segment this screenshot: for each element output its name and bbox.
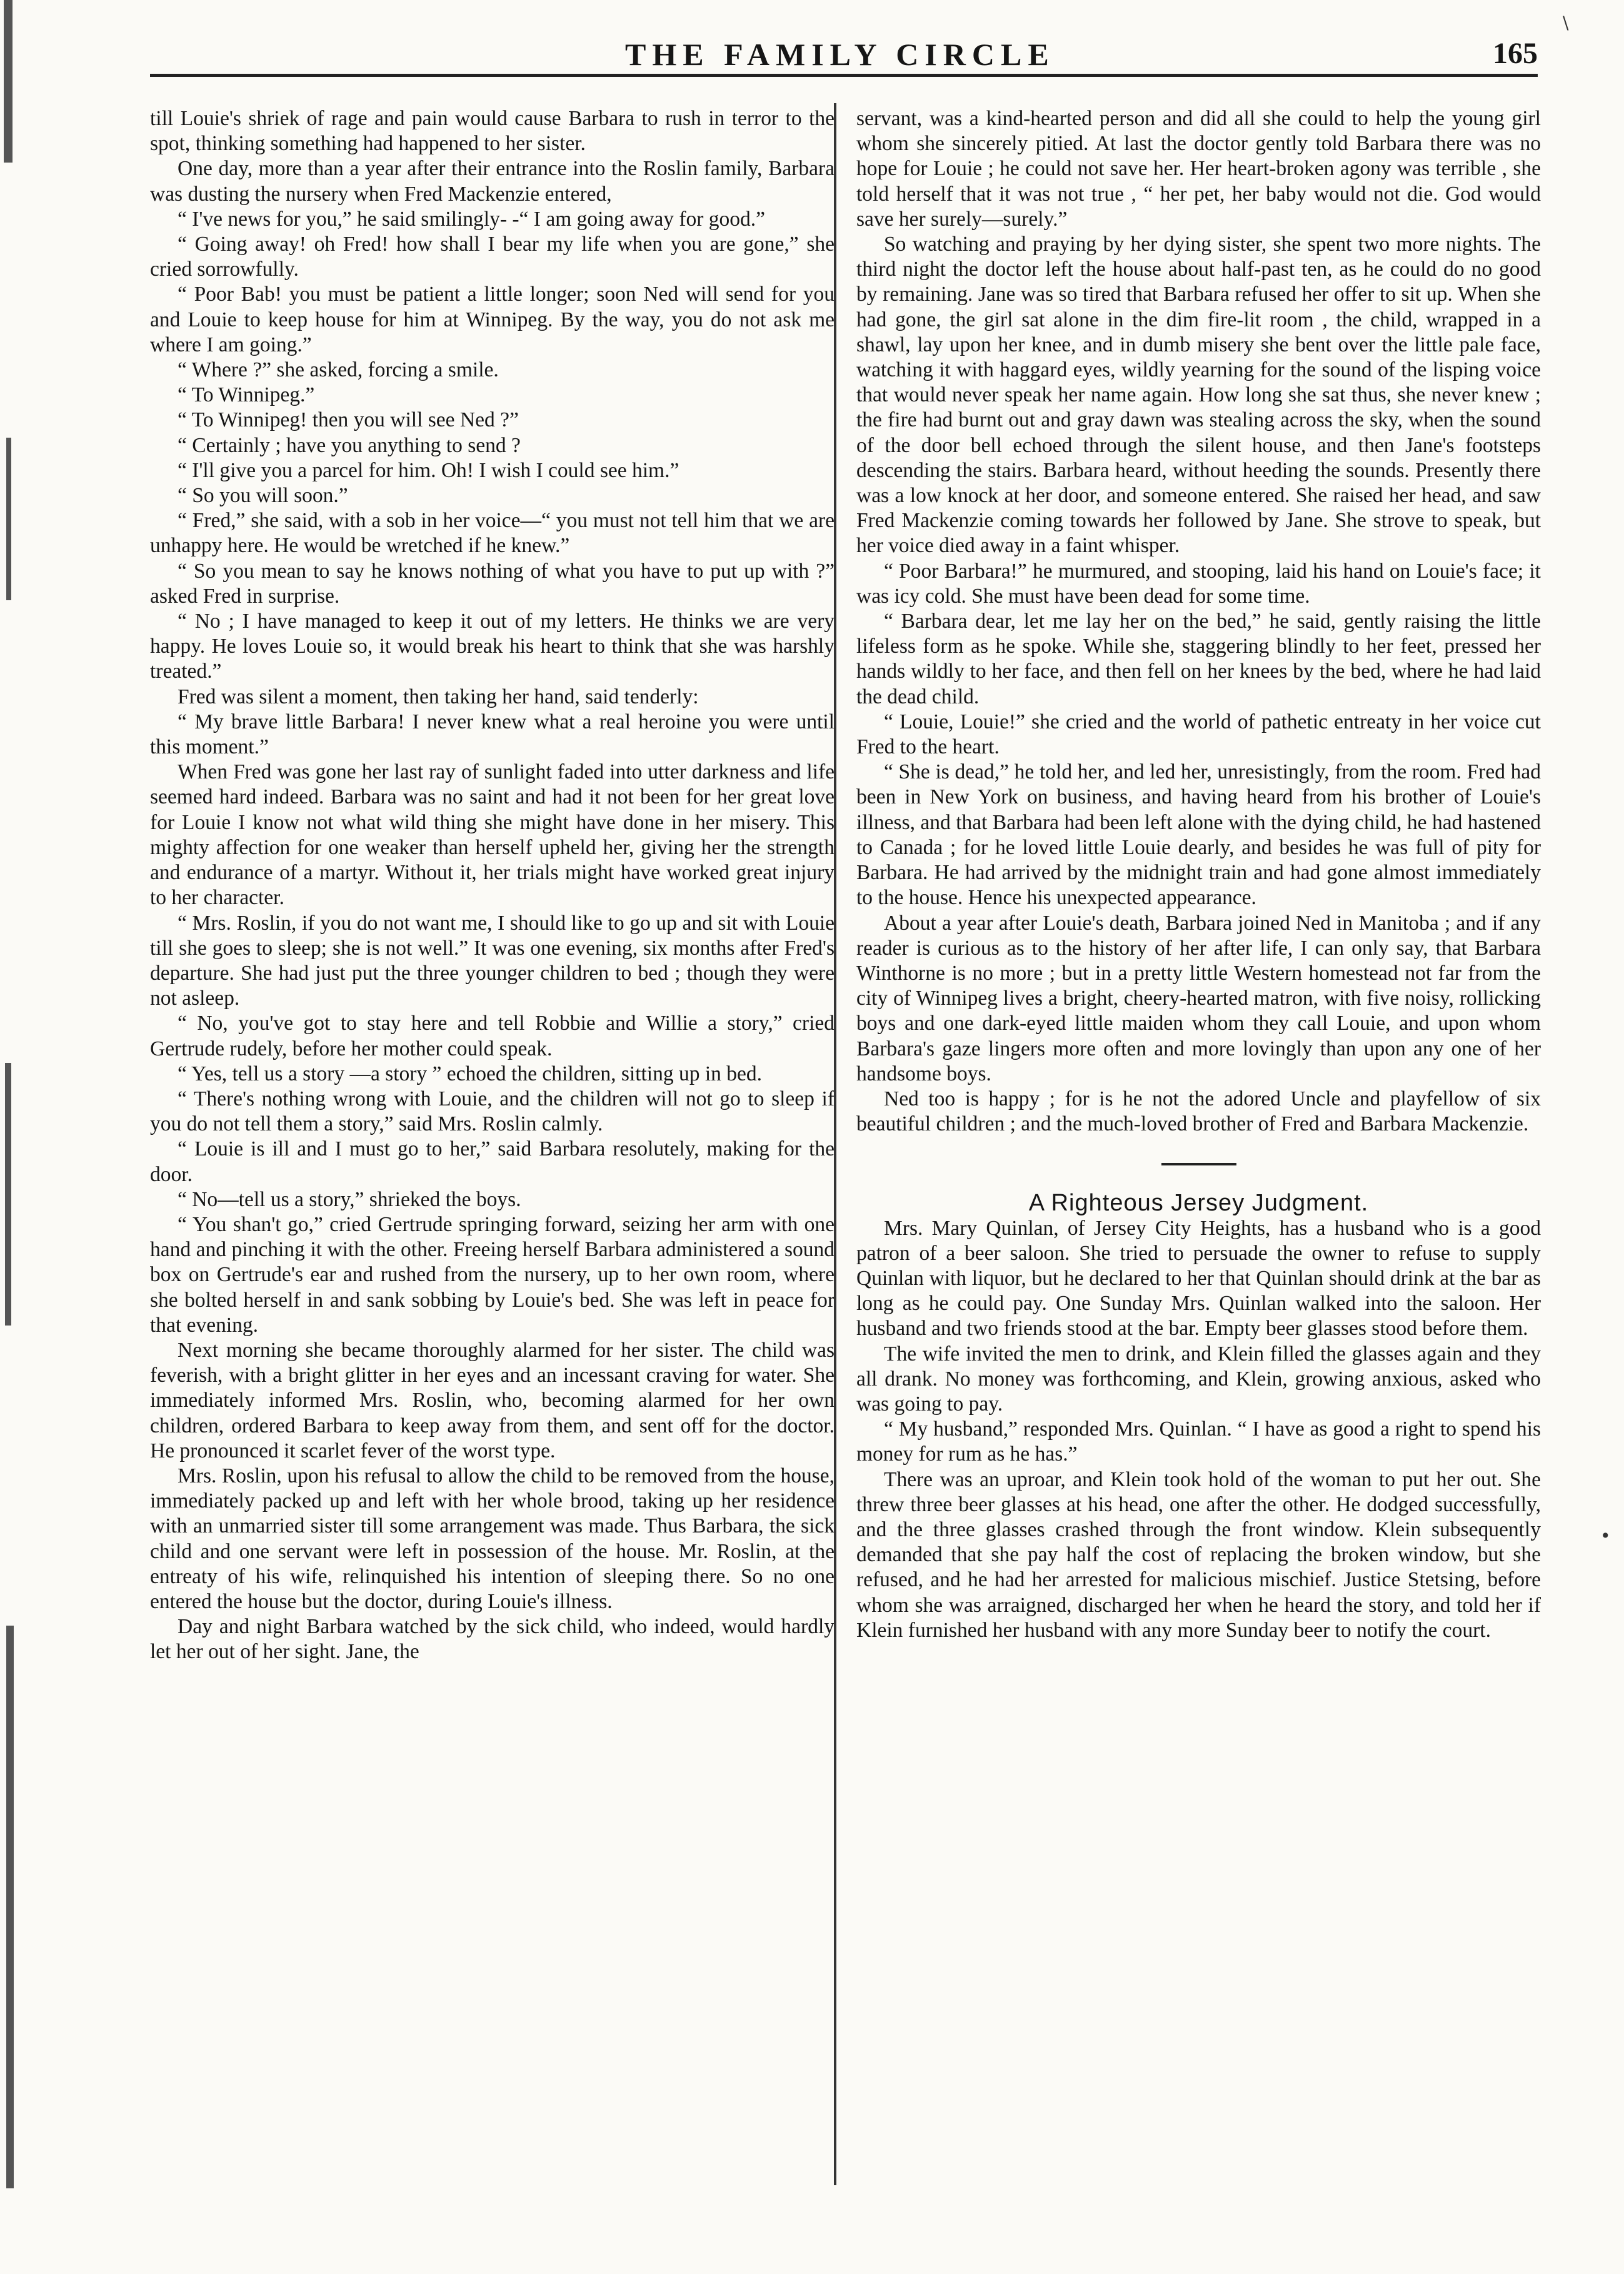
paragraph: Ned too is happy ; for is he not the adored Uncle and playfellow of six beautiful children ; and the much-loved brother of Fred and Barbara Mackenzie. xyxy=(856,1087,1541,1136)
paragraph: “ To Winnipeg! then you will see Ned ?” xyxy=(178,408,519,432)
paragraph: So watching and praying by her dying sister, she spent two more nights. The third night the doctor left the house about half-past ten, as he could do no good by remaining. Jane was so tired that Barbara refused her offer to sit up. When she had gone, the girl sat alone in the dim fire-lit room , the child, wrapped in a shawl, lay upon her knee, and in dumb misery she bent over the little pale face, watching it with haggard eyes, wildly yearning for the sound of the lisping voice that would never speak her name again. How long she sat thus, she never knew ; the fire had burnt out and gray dawn was stealing across the sky, when the sound of the door bell echoed through the silent house, and then Jane's footsteps descending the stairs. Barbara heard, without heeding the sounds. Presently there was a low knock at her door, and someone entered. She raised her head, and saw Fred Mackenzie coming towards her followed by Jane. She strove to speak, but her voice died away in a faint whisper. xyxy=(856,233,1541,558)
paragraph: “ No ; I have managed to keep it out of my letters. He thinks we are very happy. He loves Louie so, it would break his heart to think that she was harshly treated.” xyxy=(150,610,835,683)
paragraph: “ Mrs. Roslin, if you do not want me, I should like to go up and sit with Louie till she goes to sleep; she is not well.” It was one evening, six months after Fred's departure. She had just put the three younger children to bed ; though they were not asleep. xyxy=(150,911,835,1010)
paragraph: “ Where ?” she asked, forcing a smile. xyxy=(178,358,499,382)
paragraph: Fred was silent a moment, then taking her hand, said tenderly: xyxy=(178,685,699,708)
paragraph: “ There's nothing wrong with Louie, and the children will not go to sleep if you do not tell them a story,” said Mrs. Roslin calmly. xyxy=(150,1087,835,1136)
paragraph: Mrs. Roslin, upon his refusal to allow the child to be removed from the house, immediately packed up and left with her whole brood, taking up her residence with an unmarried sister till some arrangement was made. Thus Barbara, the sick child and one servant were left in possession of the house. Mr. Roslin, at the entreaty of his wife, relinquished his intention of sleeping there. So no one entered the house but the doctor, during Louie's illness. xyxy=(150,1464,835,1613)
paragraph: “ Louie, Louie!” she cried and the world of pathetic entreaty in her voice cut Fred to the heart. xyxy=(856,710,1541,759)
article-heading: A Righteous Jersey Judgment. xyxy=(1028,1190,1369,1217)
paragraph: “ My brave little Barbara! I never knew what a real heroine you were until this moment.” xyxy=(150,710,835,759)
paragraph: Mrs. Mary Quinlan, of Jersey City Heights, has a husband who is a good patron of a beer saloon. She tried to persuade the owner to refuse to supply Quinlan with liquor, but he declared to her that Quinlan should drink at the bar as long as he could pay. One Sunday Mrs. Quinlan walked into the saloon. Her husband and two friends stood at the bar. Empty beer glasses stood before them. xyxy=(856,1216,1541,1341)
header-rule xyxy=(150,74,1538,77)
paragraph: “ You shan't go,” cried Gertrude springing forward, seizing her arm with one hand and pinching it with the other. Freeing herself Barbara administered a sound box on Gertrude's ear and rushed from the nursery, up to her own room, where she bolted herself in and sank sobbing by Louie's bed. She was left in peace for that evening. xyxy=(150,1212,835,1337)
paragraph: “ My husband,” responded Mrs. Quinlan. “ I have as good a right to spend his money for rum as he has.” xyxy=(856,1417,1541,1466)
margin-mark: \ xyxy=(1563,13,1569,33)
paragraph: “ Certainly ; have you anything to send ? xyxy=(178,433,521,457)
paragraph: The wife invited the men to drink, and Klein filled the glasses again and they all drank. No money was forthcoming, and Klein, growing anxious, asked who was going to pay. xyxy=(856,1342,1541,1416)
journal-title: THE FAMILY CIRCLE xyxy=(625,37,1055,72)
paragraph: “ She is dead,” he told her, and led her, unresistingly, from the room. Fred had been in New York on business, and having heard from his brother of Louie's illness, and that Barbara had been left alone with the dying child, he had hastened to Canada ; for he loved little Louie dearly, and besides he was full of pity for Barbara. He had arrived by the midnight train and had gone almost immediately to the house. Hence his unexpected appearance. xyxy=(856,760,1541,910)
paragraph: “ Yes, tell us a story —a story ” echoed the children, sitting up in bed. xyxy=(178,1062,763,1085)
paragraph: There was an uproar, and Klein took hold of the woman to put her out. She threw three beer glasses at his head, one after the other. He dodged successfully, and the three glasses crashed through the front window. Klein subsequently demanded that she pay half the cost of replacing the broken window, but she refused, and he had her arrested for malicious mischief. Justice Stetsing, before whom she was arraigned, discharged her when he heard the story, and told her if Klein furnished her husband with any more Sunday beer to notify the court. xyxy=(856,1467,1541,1642)
paragraph: “ To Winnipeg.” xyxy=(178,383,315,407)
paragraph: Next morning she became thoroughly alarmed for her sister. The child was feverish, with a bright glitter in her eyes and an incessant craving for water. She immediately informed Mrs. Roslin, who, becoming alarmed for her own children, ordered Barbara to keep away from them, and sent off for the doctor. He pronounced it scarlet fever of the worst type. xyxy=(150,1338,835,1462)
margin-mark: • xyxy=(1600,1526,1611,1546)
paragraph: “ So you mean to say he knows nothing of what you have to put up with ?” asked Fred in surprise. xyxy=(150,559,835,608)
paragraph: Day and night Barbara watched by the sick child, who indeed, would hardly let her out of her sight. Jane, the xyxy=(150,1615,835,1664)
paragraph: “ Going away! oh Fred! how shall I bear my life when you are gone,” she cried sorrowfully. xyxy=(150,233,835,281)
paragraph: “ Barbara dear, let me lay her on the bed,” he said, gently raising the little lifeless form as he spoke. While she, staggering blindly to her feet, pressed her hands wildly to her face, and then fell on her knees by the bed, where he had laid the dead child. xyxy=(856,610,1541,708)
paragraph: “ I'll give you a parcel for him. Oh! I wish I could see him.” xyxy=(178,458,679,482)
paragraph: servant, was a kind-hearted person and did all she could to help the young girl whom she sincerely pitied. At last the doctor gently told Barbara there was no hope for Louie ; he could not save her. Her heart-broken agony was terrible , she told herself that it was not true , “ her pet, her baby would not die. God would save her surely—surely.” xyxy=(856,107,1541,231)
paragraph: “ No—tell us a story,” shrieked the boys. xyxy=(178,1187,521,1211)
binding-edge xyxy=(0,0,19,2274)
page-number: 165 xyxy=(1493,37,1538,70)
paragraph: “ I've news for you,” he said smilingly- -“ I am going away for good.” xyxy=(178,207,766,231)
paragraph: “ Poor Barbara!” he murmured, and stooping, laid his hand on Louie's face; it was icy cold. She must have been dead for some time. xyxy=(856,559,1541,608)
paragraph: One day, more than a year after their entrance into the Roslin family, Barbara was dusting the nursery when Fred Mackenzie entered, xyxy=(150,157,835,206)
section-separator xyxy=(1161,1163,1236,1165)
paragraph: “ Poor Bab! you must be patient a little longer; soon Ned will send for you and Louie to keep house for him at Winnipeg. By the way, you do not ask me where I am going.” xyxy=(150,283,835,356)
paragraph: “ So you will soon.” xyxy=(178,484,348,508)
column-divider xyxy=(834,103,836,2185)
paragraph: till Louie's shriek of rage and pain would cause Barbara to rush in terror to the spot, thinking something had happened to her sister. xyxy=(150,107,835,156)
running-header xyxy=(150,31,1538,80)
paragraph: “ Fred,” she said, with a sob in her voice—“ you must not tell him that we are unhappy here. He would be wretched if he knew.” xyxy=(150,509,835,558)
paragraph: “ Louie is ill and I must go to her,” said Barbara resolutely, making for the door. xyxy=(150,1137,835,1186)
right-column xyxy=(856,106,1541,2188)
paragraph: About a year after Louie's death, Barbara joined Ned in Manitoba ; and if any reader is curious as to the history of her after life, I can only say, that Barbara Winthorne is no more ; but in a pretty little Western homestead not far from the city of Winnipeg lives a bright, cheery-hearted matron, with five noisy, rollicking boys and one dark-eyed little maiden whom they call Louie, and upon whom Barbara's gaze lingers more often and more lovingly than upon any one of her handsome boys. xyxy=(856,911,1541,1085)
paragraph: “ No, you've got to stay here and tell Robbie and Willie a story,” cried Gertrude rudely, before her mother could speak. xyxy=(150,1012,835,1060)
left-column xyxy=(150,106,835,2188)
paragraph: When Fred was gone her last ray of sunlight faded into utter darkness and life seemed hard indeed. Barbara was no saint and had it not been for her great love for Louie I know not what wild thing she might have done in her misery. This mighty affection for one weaker than herself upheld her, giving her the strength and endurance of a martyr. Without it, her trials might have worked great injury to her character. xyxy=(150,760,835,910)
